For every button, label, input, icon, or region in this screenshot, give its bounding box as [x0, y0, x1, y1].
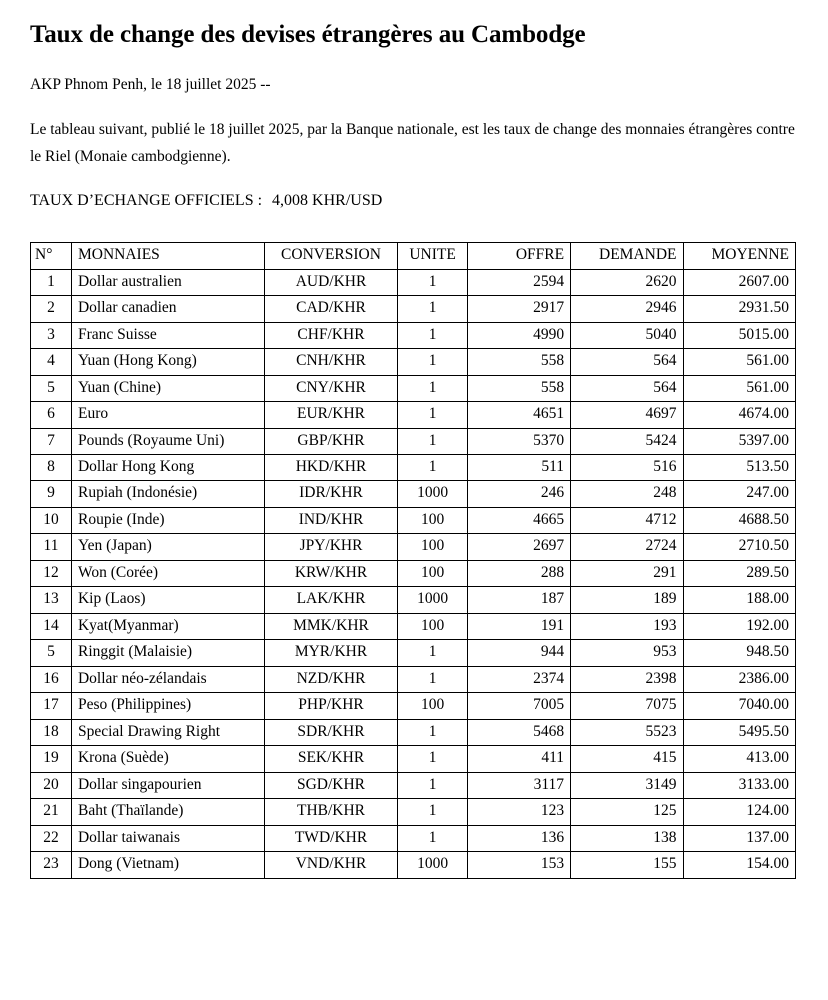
- cell-currency: Franc Suisse: [71, 322, 264, 348]
- cell-offre: 4990: [468, 322, 571, 348]
- cell-demande: 2398: [571, 666, 683, 692]
- cell-no: 13: [31, 587, 72, 613]
- cell-moyenne: 2710.50: [683, 534, 795, 560]
- cell-currency: Yuan (Hong Kong): [71, 349, 264, 375]
- cell-no: 20: [31, 772, 72, 798]
- cell-moyenne: 124.00: [683, 799, 795, 825]
- table-row: [31, 799, 796, 825]
- cell-currency: Won (Corée): [71, 560, 264, 586]
- column-header-demande: DEMANDE: [571, 243, 683, 269]
- cell-currency: Krona (Suède): [71, 746, 264, 772]
- cell-offre: 136: [468, 825, 571, 851]
- cell-unit: 1000: [398, 587, 468, 613]
- cell-moyenne: 289.50: [683, 560, 795, 586]
- table-row: [31, 428, 796, 454]
- cell-moyenne: 2931.50: [683, 296, 795, 322]
- cell-currency: Dollar taiwanais: [71, 825, 264, 851]
- cell-offre: 2594: [468, 269, 571, 295]
- cell-currency: Euro: [71, 402, 264, 428]
- cell-currency: Yen (Japan): [71, 534, 264, 560]
- cell-demande: 291: [571, 560, 683, 586]
- cell-no: 8: [31, 455, 72, 481]
- cell-unit: 1000: [398, 481, 468, 507]
- cell-moyenne: 3133.00: [683, 772, 795, 798]
- cell-conversion: JPY/KHR: [264, 534, 397, 560]
- table-row: [31, 613, 796, 639]
- cell-demande: 3149: [571, 772, 683, 798]
- table-row: [31, 296, 796, 322]
- cell-conversion: MYR/KHR: [264, 640, 397, 666]
- cell-no: 19: [31, 746, 72, 772]
- cell-demande: 5424: [571, 428, 683, 454]
- cell-unit: 1: [398, 719, 468, 745]
- cell-demande: 189: [571, 587, 683, 613]
- cell-unit: 1: [398, 322, 468, 348]
- cell-offre: 3117: [468, 772, 571, 798]
- table-header-row: [31, 243, 796, 269]
- table-body: [31, 269, 796, 878]
- table-row: [31, 719, 796, 745]
- cell-currency: Peso (Philippines): [71, 693, 264, 719]
- column-header-offre: OFFRE: [468, 243, 571, 269]
- cell-currency: Dollar canadien: [71, 296, 264, 322]
- cell-moyenne: 2607.00: [683, 269, 795, 295]
- cell-no: 14: [31, 613, 72, 639]
- cell-offre: 123: [468, 799, 571, 825]
- table-row: [31, 322, 796, 348]
- cell-unit: 1: [398, 375, 468, 401]
- cell-conversion: HKD/KHR: [264, 455, 397, 481]
- cell-conversion: SGD/KHR: [264, 772, 397, 798]
- cell-demande: 2620: [571, 269, 683, 295]
- cell-unit: 1: [398, 296, 468, 322]
- table-row: [31, 666, 796, 692]
- table-row: [31, 269, 796, 295]
- cell-conversion: THB/KHR: [264, 799, 397, 825]
- cell-demande: 4697: [571, 402, 683, 428]
- cell-no: 10: [31, 507, 72, 533]
- cell-currency: Dollar Hong Kong: [71, 455, 264, 481]
- table-row: [31, 534, 796, 560]
- cell-unit: 1: [398, 455, 468, 481]
- cell-no: 9: [31, 481, 72, 507]
- cell-no: 12: [31, 560, 72, 586]
- cell-conversion: NZD/KHR: [264, 666, 397, 692]
- cell-offre: 4651: [468, 402, 571, 428]
- column-header-no: N°: [31, 243, 72, 269]
- cell-unit: 1: [398, 428, 468, 454]
- cell-offre: 5370: [468, 428, 571, 454]
- cell-offre: 944: [468, 640, 571, 666]
- cell-conversion: MMK/KHR: [264, 613, 397, 639]
- cell-currency: Kip (Laos): [71, 587, 264, 613]
- cell-unit: 100: [398, 613, 468, 639]
- cell-moyenne: 5015.00: [683, 322, 795, 348]
- column-header-currency: MONNAIES: [71, 243, 264, 269]
- cell-offre: 5468: [468, 719, 571, 745]
- cell-currency: Rupiah (Indonésie): [71, 481, 264, 507]
- cell-moyenne: 413.00: [683, 746, 795, 772]
- cell-currency: Dollar australien: [71, 269, 264, 295]
- cell-conversion: GBP/KHR: [264, 428, 397, 454]
- cell-offre: 153: [468, 852, 571, 878]
- cell-conversion: SDR/KHR: [264, 719, 397, 745]
- cell-moyenne: 188.00: [683, 587, 795, 613]
- cell-no: 16: [31, 666, 72, 692]
- cell-unit: 1: [398, 746, 468, 772]
- official-rate-line: [30, 192, 800, 210]
- table-row: [31, 560, 796, 586]
- cell-offre: 2697: [468, 534, 571, 560]
- cell-demande: 2946: [571, 296, 683, 322]
- table-row: [31, 852, 796, 878]
- table-row: [31, 693, 796, 719]
- cell-offre: 558: [468, 349, 571, 375]
- cell-demande: 155: [571, 852, 683, 878]
- cell-offre: 2374: [468, 666, 571, 692]
- cell-moyenne: 7040.00: [683, 693, 795, 719]
- cell-moyenne: 948.50: [683, 640, 795, 666]
- cell-moyenne: 513.50: [683, 455, 795, 481]
- cell-no: 5: [31, 375, 72, 401]
- cell-currency: Dollar néo-zélandais: [71, 666, 264, 692]
- cell-currency: Special Drawing Right: [71, 719, 264, 745]
- cell-unit: 1: [398, 349, 468, 375]
- cell-moyenne: 137.00: [683, 825, 795, 851]
- cell-demande: 5040: [571, 322, 683, 348]
- cell-demande: 4712: [571, 507, 683, 533]
- cell-moyenne: 5495.50: [683, 719, 795, 745]
- cell-unit: 1000: [398, 852, 468, 878]
- cell-demande: 564: [571, 349, 683, 375]
- cell-conversion: KRW/KHR: [264, 560, 397, 586]
- dateline: AKP Phnom Penh, le 18 juillet 2025 --: [30, 76, 271, 93]
- cell-currency: Dong (Vietnam): [71, 852, 264, 878]
- cell-demande: 516: [571, 455, 683, 481]
- column-header-unit: UNITE: [398, 243, 468, 269]
- cell-moyenne: 5397.00: [683, 428, 795, 454]
- cell-demande: 193: [571, 613, 683, 639]
- cell-demande: 953: [571, 640, 683, 666]
- cell-offre: 4665: [468, 507, 571, 533]
- cell-offre: 288: [468, 560, 571, 586]
- cell-conversion: EUR/KHR: [264, 402, 397, 428]
- cell-moyenne: 561.00: [683, 349, 795, 375]
- cell-unit: 1: [398, 402, 468, 428]
- cell-offre: 187: [468, 587, 571, 613]
- cell-unit: 100: [398, 560, 468, 586]
- cell-unit: 100: [398, 534, 468, 560]
- cell-conversion: SEK/KHR: [264, 746, 397, 772]
- cell-moyenne: 192.00: [683, 613, 795, 639]
- cell-demande: 125: [571, 799, 683, 825]
- cell-conversion: IDR/KHR: [264, 481, 397, 507]
- cell-demande: 7075: [571, 693, 683, 719]
- cell-moyenne: 247.00: [683, 481, 795, 507]
- cell-no: 22: [31, 825, 72, 851]
- cell-conversion: CAD/KHR: [264, 296, 397, 322]
- cell-currency: Kyat(Myanmar): [71, 613, 264, 639]
- cell-no: 21: [31, 799, 72, 825]
- table-row: [31, 402, 796, 428]
- cell-unit: 1: [398, 269, 468, 295]
- table-row: [31, 640, 796, 666]
- table-row: [31, 746, 796, 772]
- cell-unit: 1: [398, 772, 468, 798]
- cell-unit: 100: [398, 693, 468, 719]
- column-header-conversion: CONVERSION: [264, 243, 397, 269]
- exchange-rates-table: [30, 242, 796, 878]
- cell-offre: 2917: [468, 296, 571, 322]
- table-row: [31, 455, 796, 481]
- cell-no: 23: [31, 852, 72, 878]
- cell-currency: Ringgit (Malaisie): [71, 640, 264, 666]
- cell-demande: 248: [571, 481, 683, 507]
- page-title: Taux de change des devises étrangères au Cambodge: [30, 21, 586, 48]
- official-rate-value: 4,008 KHR/USD: [272, 192, 383, 210]
- table-row: [31, 375, 796, 401]
- cell-unit: 1: [398, 825, 468, 851]
- cell-demande: 564: [571, 375, 683, 401]
- cell-offre: 246: [468, 481, 571, 507]
- table-row: [31, 587, 796, 613]
- cell-moyenne: 561.00: [683, 375, 795, 401]
- cell-conversion: CHF/KHR: [264, 322, 397, 348]
- cell-moyenne: 4688.50: [683, 507, 795, 533]
- cell-no: 2: [31, 296, 72, 322]
- intro-paragraph: Le tableau suivant, publié le 18 juillet 2025, par la Banque nationale, est les taux de change des monnaies étrangères contre le Riel (Monaie cambodgienne).: [30, 121, 795, 166]
- cell-conversion: LAK/KHR: [264, 587, 397, 613]
- cell-currency: Baht (Thaïlande): [71, 799, 264, 825]
- table-row: [31, 481, 796, 507]
- cell-no: 6: [31, 402, 72, 428]
- cell-unit: 100: [398, 507, 468, 533]
- cell-currency: Roupie (Inde): [71, 507, 264, 533]
- cell-conversion: CNH/KHR: [264, 349, 397, 375]
- cell-conversion: IND/KHR: [264, 507, 397, 533]
- cell-conversion: PHP/KHR: [264, 693, 397, 719]
- official-rate-label: TAUX D’ECHANGE OFFICIELS :: [30, 192, 263, 210]
- table-header: [31, 243, 796, 269]
- cell-unit: 1: [398, 640, 468, 666]
- cell-demande: 5523: [571, 719, 683, 745]
- cell-moyenne: 4674.00: [683, 402, 795, 428]
- column-header-moyenne: MOYENNE: [683, 243, 795, 269]
- cell-currency: Pounds (Royaume Uni): [71, 428, 264, 454]
- cell-offre: 411: [468, 746, 571, 772]
- cell-no: 3: [31, 322, 72, 348]
- cell-no: 17: [31, 693, 72, 719]
- cell-conversion: AUD/KHR: [264, 269, 397, 295]
- cell-conversion: TWD/KHR: [264, 825, 397, 851]
- cell-no: 5: [31, 640, 72, 666]
- cell-no: 11: [31, 534, 72, 560]
- cell-offre: 191: [468, 613, 571, 639]
- cell-no: 18: [31, 719, 72, 745]
- table-row: [31, 772, 796, 798]
- cell-moyenne: 2386.00: [683, 666, 795, 692]
- cell-currency: Yuan (Chine): [71, 375, 264, 401]
- cell-moyenne: 154.00: [683, 852, 795, 878]
- table-row: [31, 349, 796, 375]
- table-row: [31, 507, 796, 533]
- cell-offre: 511: [468, 455, 571, 481]
- cell-demande: 415: [571, 746, 683, 772]
- cell-demande: 2724: [571, 534, 683, 560]
- cell-unit: 1: [398, 799, 468, 825]
- cell-no: 7: [31, 428, 72, 454]
- cell-conversion: CNY/KHR: [264, 375, 397, 401]
- cell-unit: 1: [398, 666, 468, 692]
- cell-offre: 7005: [468, 693, 571, 719]
- cell-conversion: VND/KHR: [264, 852, 397, 878]
- table-row: [31, 825, 796, 851]
- cell-demande: 138: [571, 825, 683, 851]
- cell-no: 1: [31, 269, 72, 295]
- cell-no: 4: [31, 349, 72, 375]
- cell-currency: Dollar singapourien: [71, 772, 264, 798]
- cell-offre: 558: [468, 375, 571, 401]
